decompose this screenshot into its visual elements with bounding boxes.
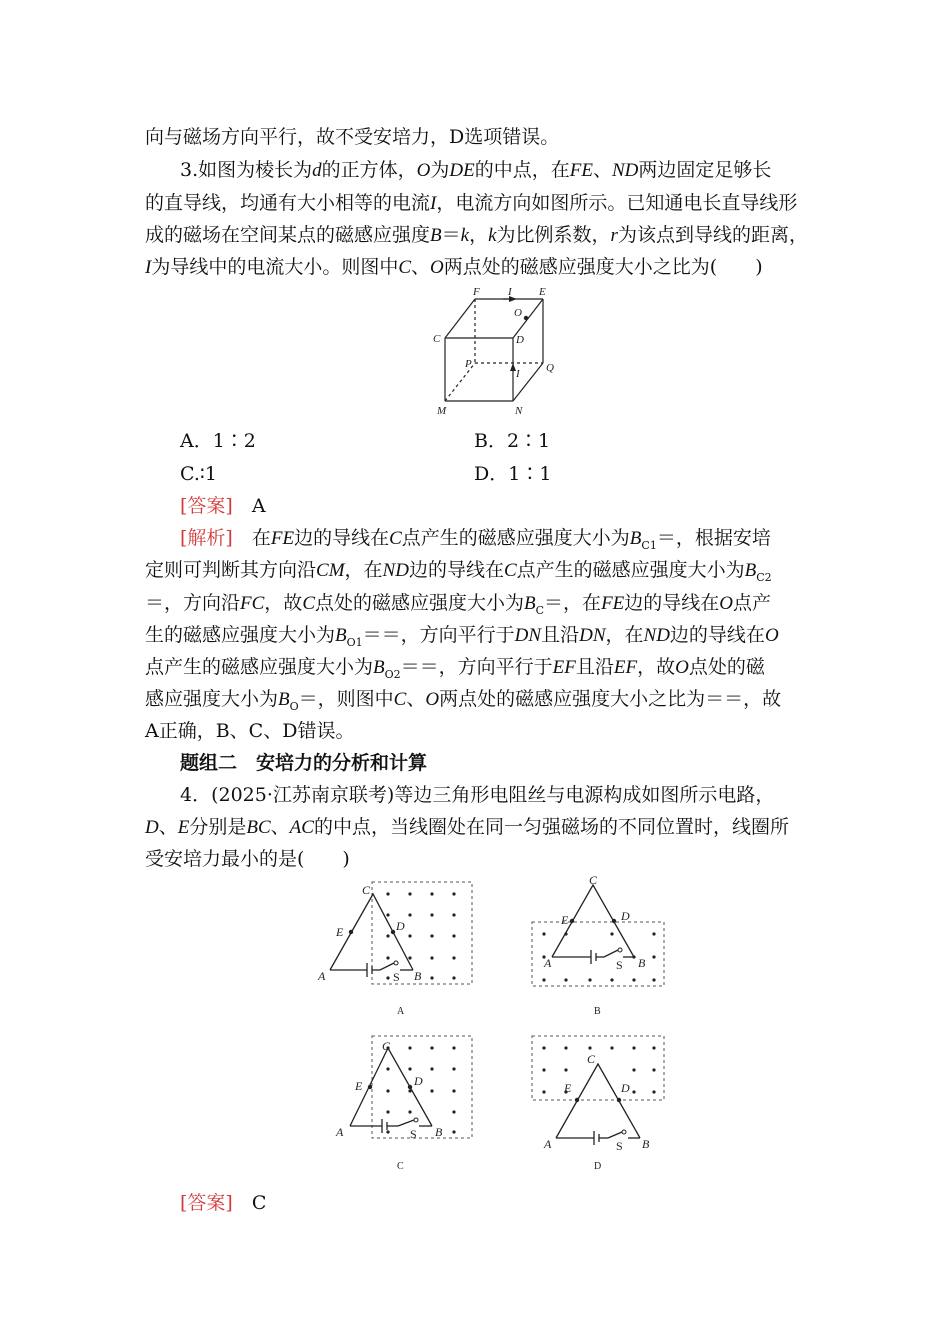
panel-c-label-b: B bbox=[435, 1125, 443, 1139]
panel-d-label-b: B bbox=[642, 1137, 650, 1151]
group-title: 题组二 安培力的分析和计算 bbox=[180, 752, 428, 774]
caption-a: A bbox=[397, 1006, 405, 1017]
dots-a bbox=[386, 892, 455, 979]
q3-answer: [答案] A bbox=[180, 495, 266, 517]
dots-c bbox=[386, 1046, 455, 1133]
q3-line-2: 的直导线，均通有大小相等的电流I，电流方向如图所示。已知通电长直导线形 bbox=[145, 192, 798, 214]
q4-line-2: D、E分别是BC、AC的中点，当线圈处在同一匀强磁场的不同位置时，线圈所 bbox=[145, 816, 789, 838]
panel-b-label-b: B bbox=[638, 956, 646, 970]
panel-c-label-d: D bbox=[414, 1074, 423, 1088]
label-c: C bbox=[433, 333, 441, 345]
panel-a-label-e: E bbox=[336, 925, 344, 939]
panel-b-label-c: C bbox=[589, 873, 598, 887]
q3-analysis-2: 定则可判断其方向沿CM，在ND边的导线在C点产生的磁感应强度大小为$B_{C2}$ bbox=[145, 559, 772, 584]
label-e: E bbox=[539, 286, 546, 298]
panel-d-label-c: C bbox=[587, 1052, 596, 1066]
panel-b-label-e: E bbox=[561, 913, 569, 927]
panel-d-label-s: S bbox=[616, 1139, 623, 1153]
label-i-side: I bbox=[516, 368, 520, 380]
panel-d-label-d: D bbox=[621, 1081, 630, 1095]
panel-b-label-s: S bbox=[616, 958, 623, 972]
label-d: D bbox=[516, 334, 524, 346]
q4-answer: [答案] C bbox=[180, 1192, 267, 1214]
panel-d-label-a: A bbox=[544, 1137, 552, 1151]
panel-a-label-b: B bbox=[414, 969, 422, 983]
q3-line-3: 成的磁场在空间某点的磁感应强度B＝k，k为比例系数，r为该点到导线的距离， bbox=[145, 224, 808, 246]
panel-c-label-c: C bbox=[382, 1039, 391, 1053]
panel-a-label-s: S bbox=[393, 970, 400, 984]
label-f: F bbox=[473, 286, 480, 298]
panel-c-label-e: E bbox=[355, 1079, 363, 1093]
point-o bbox=[524, 316, 528, 320]
label-p: P bbox=[465, 358, 472, 370]
q3-analysis-1: [解析] 在FE边的导线在C点产生的磁感应强度大小为$B_{C1}=$，根据安培 bbox=[180, 527, 771, 552]
panel-c-label-a: A bbox=[336, 1125, 344, 1139]
panel-a-label-a: A bbox=[318, 969, 326, 983]
panel-d-label-e: E bbox=[564, 1081, 572, 1095]
q3-analysis-7: A正确，B、C、D错误。 bbox=[145, 720, 355, 742]
panel-b-label-d: D bbox=[621, 909, 630, 923]
q3-analysis-5: 点产生的磁感应强度大小为$B_{O2}==$，方向平行于EF且沿EF，故O点处的磁 bbox=[145, 656, 765, 681]
caption-d: D bbox=[594, 1161, 602, 1172]
panel-a-label-c: C bbox=[362, 883, 371, 897]
q3-analysis-6: 感应强度大小为$B_O=$，则图中C、O两点处的磁感应强度大小之比为＝＝，故 bbox=[145, 688, 782, 713]
dots-d bbox=[542, 1046, 655, 1093]
caption-b: B bbox=[594, 1006, 601, 1017]
label-o: O bbox=[514, 307, 522, 319]
label-i-top: I bbox=[508, 286, 512, 298]
panel-a-label-d: D bbox=[396, 919, 405, 933]
q4-figure bbox=[310, 872, 680, 1182]
panel-c-label-s: S bbox=[410, 1127, 417, 1141]
label-q: Q bbox=[546, 362, 554, 374]
q3-option-a: A．1∶2 bbox=[180, 430, 256, 452]
prev-tail: 向与磁场方向平行，故不受安培力，D选项错误。 bbox=[145, 126, 560, 148]
q3-line-4: I为导线中的电流大小。则图中C、O两点处的磁感应强度大小之比为( ) bbox=[145, 256, 763, 278]
label-m: M bbox=[437, 405, 447, 417]
q3-option-d: D．1∶1 bbox=[474, 463, 552, 485]
q3-option-b: B．2∶1 bbox=[474, 430, 551, 452]
q3-analysis-4: 生的磁感应强度大小为$B_{O1}==$，方向平行于DN且沿DN，在ND边的导线在O bbox=[145, 624, 779, 649]
q3-analysis-3: ＝，方向沿FC，故C点处的磁感应强度大小为$B_C=$，在FE边的导线在O点产 bbox=[145, 592, 772, 617]
panel-b-label-a: A bbox=[544, 956, 552, 970]
caption-c: C bbox=[397, 1161, 404, 1172]
q4-line-1: 4．(2025·江苏南京联考)等边三角形电阻丝与电源构成如图所示电路， bbox=[180, 784, 775, 806]
q3-line-1: 3.如图为棱长为d的正方体，O为DE的中点，在FE、ND两边固定足够长 bbox=[180, 159, 772, 181]
q4-line-3: 受安培力最小的是( ) bbox=[145, 848, 350, 870]
cube-figure bbox=[425, 283, 565, 418]
q3-option-c: C.∶1 bbox=[180, 463, 217, 485]
label-n: N bbox=[515, 405, 523, 417]
